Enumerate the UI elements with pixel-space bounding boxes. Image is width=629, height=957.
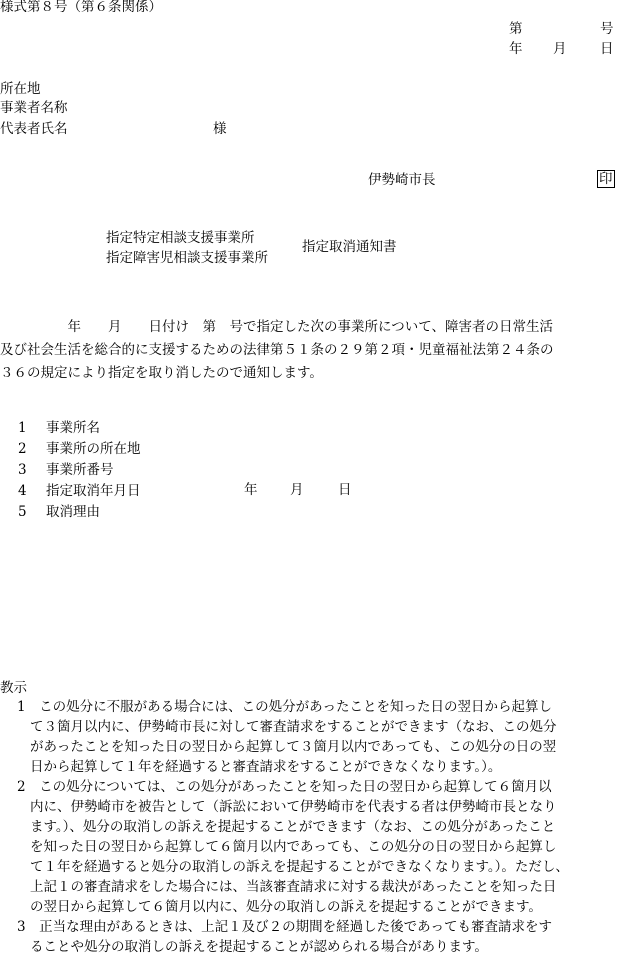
item-number: 1: [18, 420, 27, 436]
notice-line: 日から起算して１年を経過すると審査請求をすることができなくなります。）。: [30, 759, 502, 775]
revocation-date-year: 年: [244, 482, 258, 498]
list-item: [18, 502, 141, 523]
notice-line: を知った日の翌日から起算して６箇月以内であっても、この処分の日の翌日から起算し: [30, 839, 557, 855]
notice-line: 1 この処分に不服がある場合には、この処分があったことを知った日の翌日から起算し: [17, 699, 552, 715]
item-label: 事業所の所在地: [46, 441, 141, 457]
list-item: [18, 418, 141, 439]
issue-date-year: 年: [509, 41, 523, 57]
recipient-honorific: 様: [213, 121, 227, 137]
notice-line: 内に、伊勢崎市を被告として（訴訟において伊勢崎市を代表する者は伊勢崎市長となり: [30, 799, 557, 815]
notice-label: 教示: [0, 680, 27, 696]
notice-line: 2 この処分については、この処分があったことを知った日の翌日から起算して６箇月以: [17, 779, 552, 795]
title-line-2: 指定障害児相談支援事業所: [106, 250, 268, 266]
item-number: 2: [18, 441, 27, 457]
list-item: [18, 481, 352, 502]
recipient-representative-label: 代表者氏名: [0, 121, 68, 137]
document-number-prefix: 第: [509, 21, 523, 37]
notice-line: 上記１の審査請求をした場合には、当該審査請求に対する裁決があったことを知った日: [30, 879, 557, 895]
facility-item-list: [18, 418, 352, 523]
body-paragraph: [0, 316, 629, 385]
revocation-date-day: 日: [338, 482, 352, 498]
item-number: 4: [18, 483, 27, 499]
item-number: 5: [18, 504, 27, 520]
body-line: 年 月 日付け 第 号で指定した次の事業所について、障害者の日常生活: [0, 319, 553, 335]
body-line: 及び社会生活を総合的に支援するための法律第５１条の２９第２項・児童福祉法第２４条の: [0, 342, 554, 358]
title-line-1: 指定特定相談支援事業所: [106, 230, 255, 246]
notice-line: があったことを知った日の翌日から起算して３箇月以内であっても、この処分の日の翌: [30, 739, 557, 755]
issue-date-day: 日: [600, 41, 614, 57]
form-label: 様式第８号（第６条関係）: [0, 0, 162, 15]
notice-line: の翌日から起算して６箇月以内に、処分の取消しの訴えを提起することができます。: [30, 899, 542, 915]
seal-mark: [597, 170, 615, 188]
seal-label: 印: [599, 171, 613, 187]
recipient-business-name-label: 事業者名称: [0, 100, 68, 116]
issuer-name: 伊勢崎市長: [368, 172, 436, 188]
notice-line: ることや処分の取消しの訴えを提起することが認められる場合があります。: [30, 939, 488, 955]
notice-line: ます。）、処分の取消しの訴えを提起することができます（なお、この処分があったこと: [30, 819, 556, 835]
notice-line: 3 正当な理由があるときは、上記１及び２の期間を経過した後であっても審査請求をす: [17, 919, 552, 935]
notice-text: [0, 697, 629, 957]
notice-line: て１年を経過すると処分の取消しの訴えを提起することができなくなります。）。ただし、: [30, 859, 569, 875]
item-label: 指定取消年月日: [46, 483, 141, 499]
title-suffix: 指定取消通知書: [302, 239, 397, 255]
list-item: [18, 439, 141, 460]
document-number-suffix: 号: [600, 21, 614, 37]
item-number: 3: [18, 462, 27, 478]
item-label: 取消理由: [46, 504, 100, 520]
list-item: [18, 460, 141, 481]
recipient-location-label: 所在地: [0, 81, 41, 97]
revocation-date-month: 月: [290, 482, 304, 498]
item-label: 事業所名: [46, 420, 100, 436]
body-line: ３６の規定により指定を取り消したので通知します。: [0, 365, 323, 381]
item-label: 事業所番号: [46, 462, 114, 478]
issue-date-month: 月: [553, 41, 567, 57]
notice-line: て３箇月以内に、伊勢崎市長に対して審査請求をすることができます（なお、この処分: [30, 719, 557, 735]
